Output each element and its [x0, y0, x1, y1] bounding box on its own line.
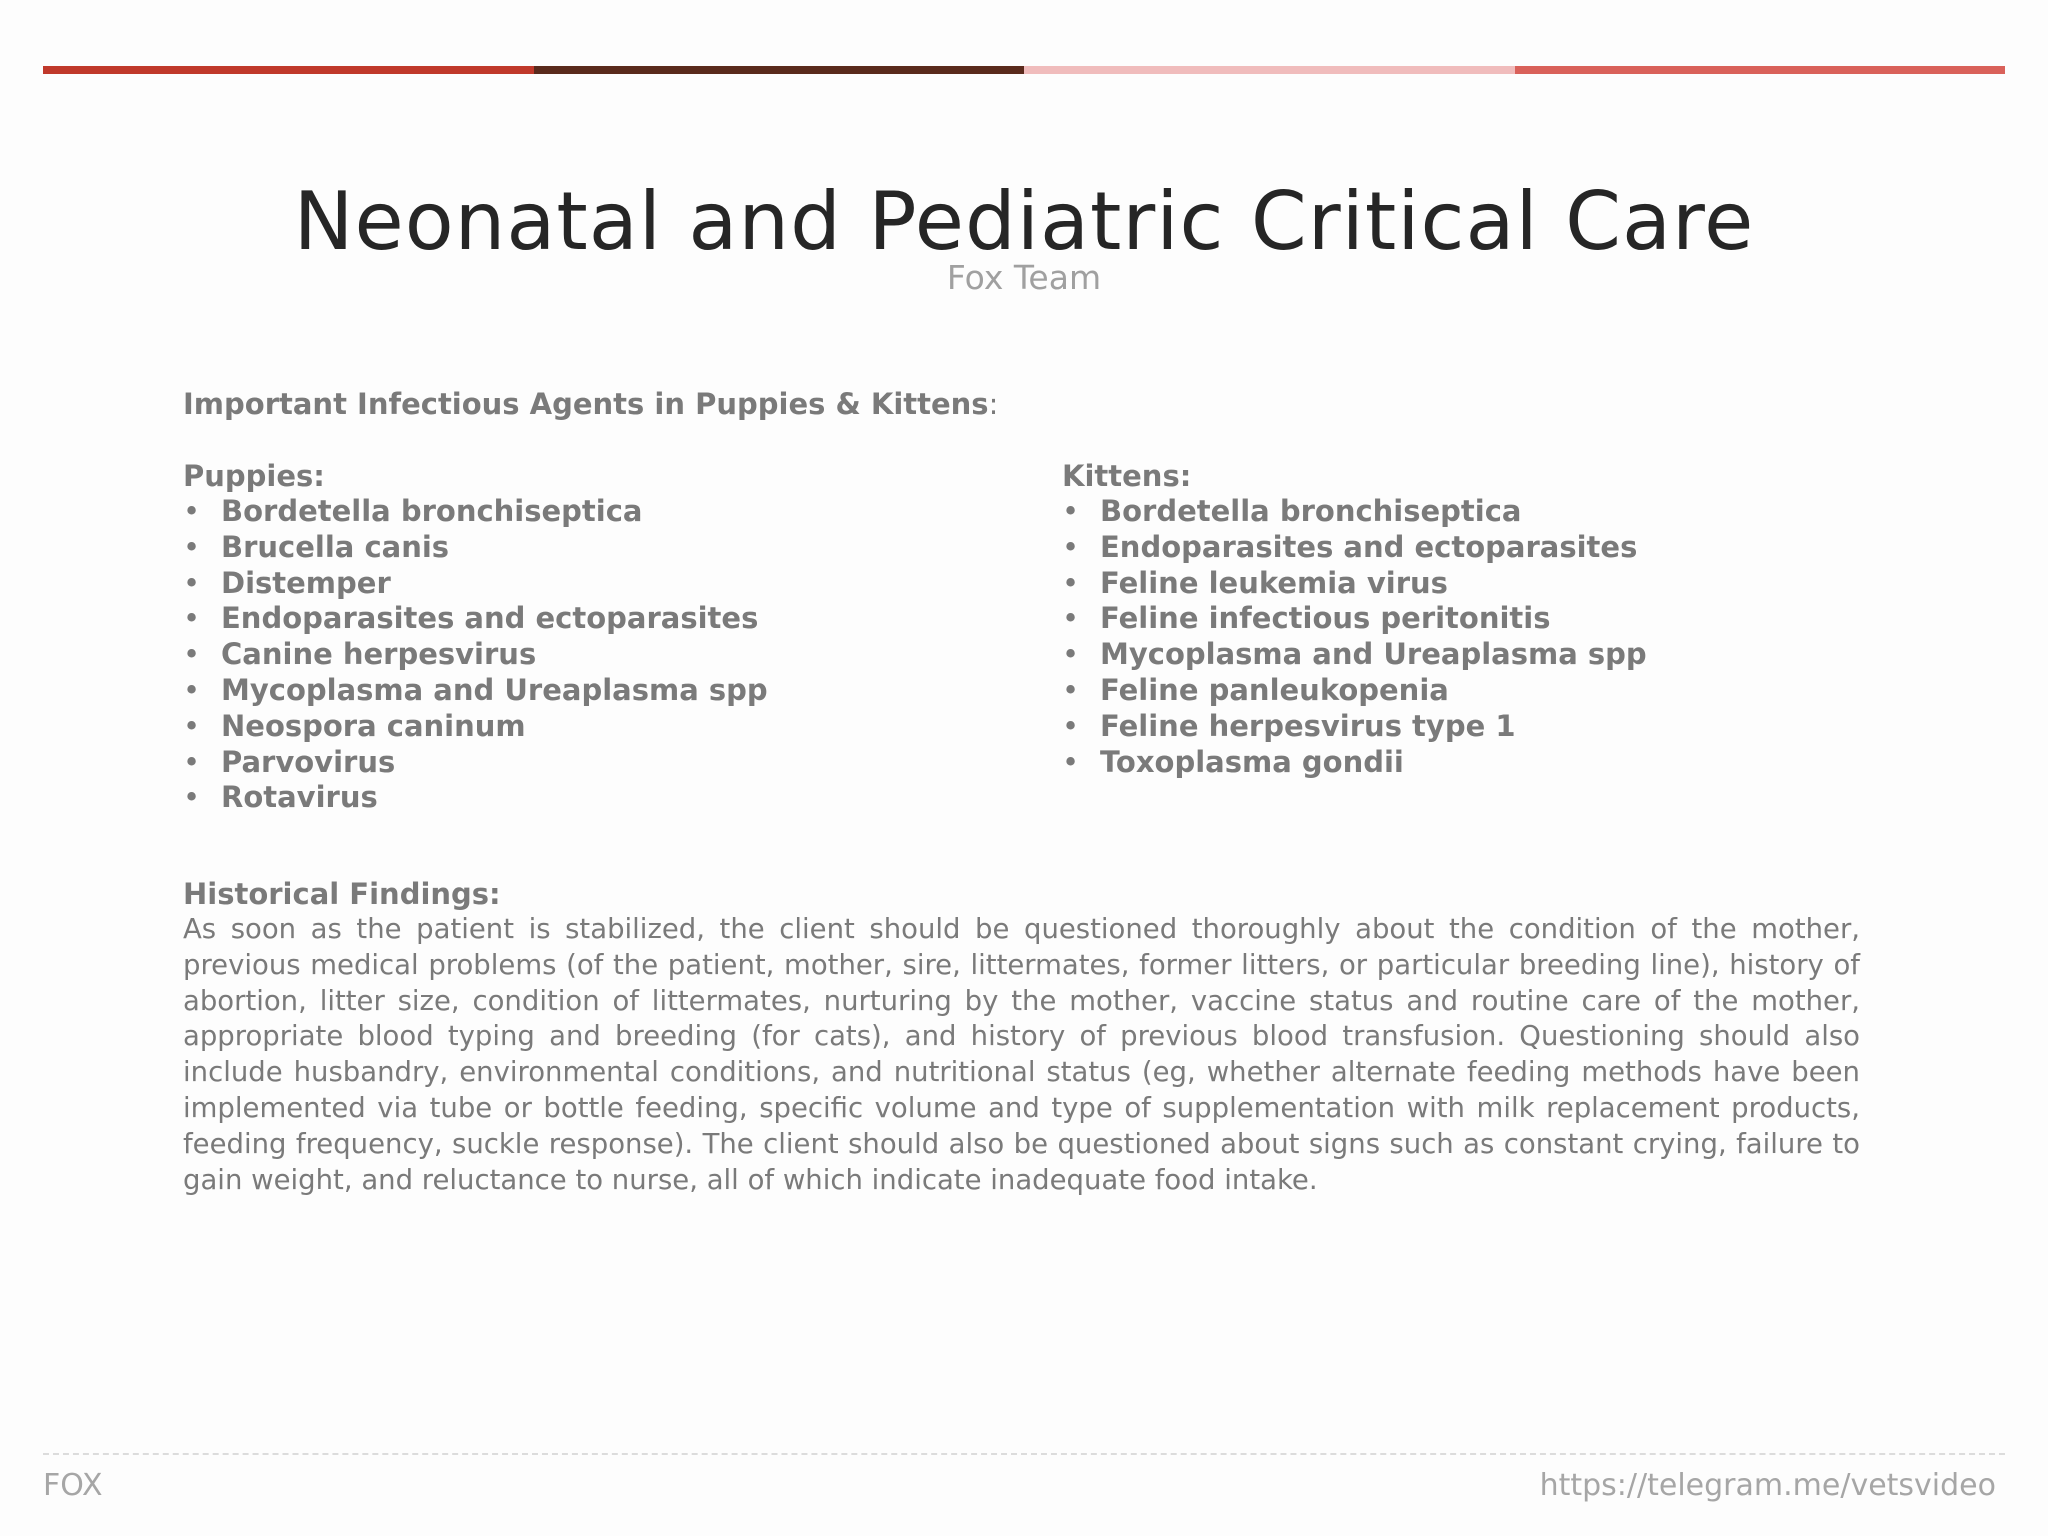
list-item — [183, 780, 1062, 816]
list-item-label: Distemper — [221, 565, 391, 600]
bullet-icon: • — [1062, 494, 1080, 528]
bullet-icon: • — [1062, 565, 1080, 600]
list-item — [183, 709, 1062, 745]
list-item-label: Canine herpesvirus — [221, 637, 537, 672]
bullet-icon: • — [183, 744, 201, 779]
bullet-icon: • — [183, 601, 201, 636]
infectious-agents-heading-colon: : — [988, 387, 999, 421]
infectious-agents-section — [183, 386, 1860, 816]
list-item — [1062, 566, 1860, 602]
bullet-icon: • — [183, 672, 201, 707]
list-item — [1062, 530, 1860, 566]
kittens-column — [1062, 458, 1860, 816]
bullet-icon: • — [1062, 637, 1080, 672]
bullet-icon: • — [183, 494, 201, 528]
list-item — [1062, 745, 1860, 781]
list-item — [183, 494, 1062, 530]
bullet-icon: • — [183, 780, 201, 815]
bullet-icon: • — [1062, 744, 1080, 779]
list-item — [183, 637, 1062, 673]
list-item — [183, 673, 1062, 709]
list-item-label: Toxoplasma gondii — [1100, 744, 1404, 779]
bullet-icon: • — [183, 708, 201, 743]
historical-findings-heading: Historical Findings: — [183, 877, 501, 911]
list-item-label: Parvovirus — [221, 744, 396, 779]
accent-bar-segment-2 — [534, 66, 1025, 74]
bullet-icon: • — [183, 529, 201, 564]
footer-divider — [43, 1453, 2005, 1455]
bullet-icon: • — [183, 565, 201, 600]
list-item-label: Feline infectious peritonitis — [1100, 601, 1551, 636]
list-item-label: Neospora caninum — [221, 708, 526, 743]
bullet-icon: • — [183, 637, 201, 672]
list-item-label: Mycoplasma and Ureaplasma spp — [221, 672, 768, 707]
list-item-label: Endoparasites and ectoparasites — [1100, 529, 1638, 564]
puppies-list — [183, 494, 1062, 816]
accent-bar-segment-3 — [1024, 66, 1515, 74]
list-item — [1062, 494, 1860, 530]
list-item — [183, 530, 1062, 566]
puppies-title: Puppies: — [183, 459, 325, 493]
bullet-icon: • — [1062, 601, 1080, 636]
footer-link[interactable]: https://telegram.me/vetsvideo — [1539, 1468, 1996, 1503]
bullet-icon: • — [1062, 529, 1080, 564]
bullet-icon: • — [1062, 672, 1080, 707]
list-item — [1062, 709, 1860, 745]
accent-bar-segment-1 — [43, 66, 534, 74]
historical-findings-paragraph: As soon as the patient is stabilized, the client should be questioned thoroughly about the condition of the mother, previous medical problems (of the patient, mother, sire, littermates, former litters, or particular breeding line), history of abortion, litter size, condition of littermates, nurturing by the mother, vaccine status and routine care of the mother, appropriate blood typing and breeding (for cats), and history of previous blood transfusion. Questioning should also include husbandry, environmental conditions, and nutritional status (eg, whether alternate feeding methods have been implemented via tube or bottle feeding, specific volume and type of supplementation with milk replacement products, feeding frequency, suckle response). The client should also be questioned about signs such as constant crying, failure to gain weight, and reluctance to nurse, all of which indicate inadequate food intake. — [183, 913, 1860, 1196]
list-item-label: Bordetella bronchiseptica — [1100, 494, 1522, 528]
kittens-list — [1062, 494, 1860, 780]
puppies-column — [183, 458, 1062, 816]
list-item-label: Rotavirus — [221, 780, 378, 815]
list-item — [1062, 637, 1860, 673]
footer-brand: FOX — [43, 1468, 103, 1503]
infectious-agents-heading-text: Important Infectious Agents in Puppies & Kittens — [183, 387, 989, 421]
historical-findings-section — [183, 876, 1860, 1198]
infectious-agents-heading — [183, 386, 1860, 422]
kittens-title: Kittens: — [1062, 459, 1192, 493]
top-accent-bar — [43, 66, 2005, 74]
agents-columns — [183, 458, 1860, 816]
list-item-label: Mycoplasma and Ureaplasma spp — [1100, 637, 1647, 672]
list-item-label: Brucella canis — [221, 529, 450, 564]
list-item — [183, 601, 1062, 637]
list-item-label: Feline herpesvirus type 1 — [1100, 708, 1516, 743]
slide-title: Neonatal and Pediatric Critical Care — [293, 175, 1755, 268]
list-item-label: Endoparasites and ectoparasites — [221, 601, 759, 636]
list-item — [1062, 601, 1860, 637]
list-item — [1062, 673, 1860, 709]
bullet-icon: • — [1062, 708, 1080, 743]
accent-bar-segment-4 — [1515, 66, 2006, 74]
list-item-label: Feline leukemia virus — [1100, 565, 1448, 600]
list-item-label: Feline panleukopenia — [1100, 672, 1449, 707]
list-item — [183, 566, 1062, 602]
list-item-label: Bordetella bronchiseptica — [221, 494, 643, 528]
list-item — [183, 745, 1062, 781]
slide-subtitle: Fox Team — [946, 258, 1102, 297]
